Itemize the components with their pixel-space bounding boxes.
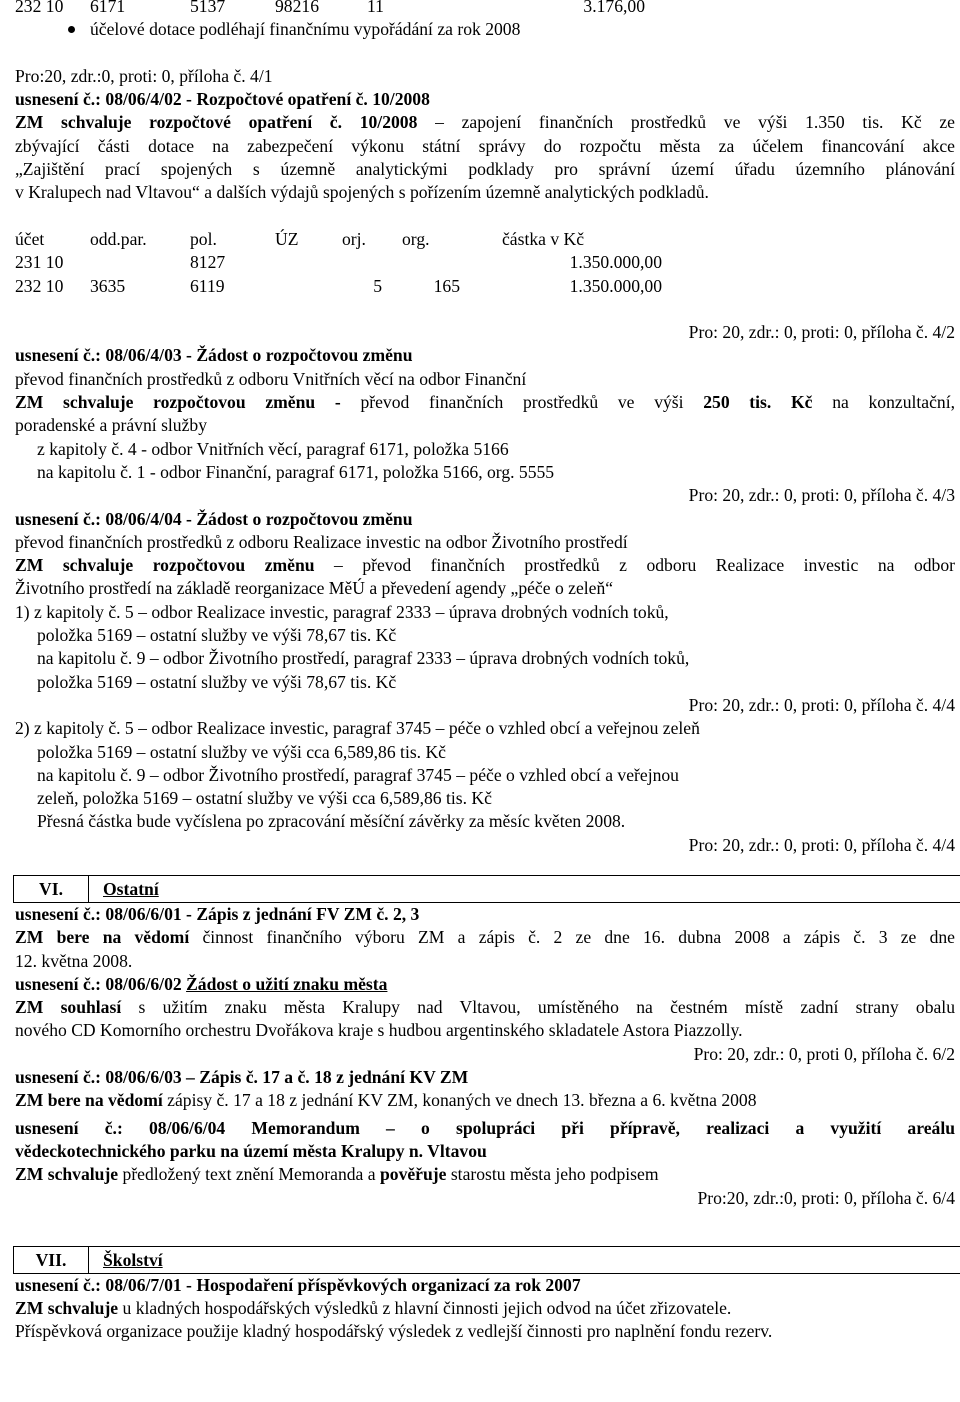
column-header: ÚZ [275, 228, 299, 249]
column-header: pol. [190, 228, 217, 249]
cell: 232 10 [15, 0, 64, 16]
section-header-vi [13, 875, 960, 903]
resolution-text [15, 554, 955, 577]
text: na konzultační, [812, 392, 955, 413]
cell: 5 [373, 275, 382, 296]
heading-number: usnesení č.: 08/06/6/02 [15, 973, 187, 994]
column-header: účet [15, 228, 45, 249]
resolution-text [15, 391, 955, 414]
column-header: org. [402, 228, 430, 249]
section-title: Ostatní [103, 878, 159, 899]
text: předložený text znění Memoranda a [118, 1164, 380, 1185]
resolution-text: 2) z kapitoly č. 5 – odbor Realizace investic, paragraf 3745 – péče o vzhled obcí a veřejnou zeleň [15, 718, 700, 739]
text: u kladných hospodářských výsledků z hlavní činnosti jejich odvod na účet zřizovatele. [118, 1298, 732, 1319]
cell [275, 251, 342, 274]
cell: 98216 [275, 0, 319, 16]
cell: 165 [433, 275, 460, 296]
document-page [15, 0, 955, 1344]
resolution-text: v Kralupech nad Vltavou“ a dalších výdajů spojených s pořízením územně analytických podkladů. [15, 182, 709, 203]
text: činnost finančního výboru ZM a zápis č. 2 ze dne 16. dubna 2008 a zápis č. 3 ze dne [189, 927, 955, 948]
resolution-text: Životního prostředí na základě reorganizace MěÚ a převedení agendy „péče o zeleň“ [15, 578, 614, 599]
resolution-text [15, 926, 955, 949]
text: – převod finančních prostředků z odboru Realizace investic na odbor [314, 555, 955, 576]
bold-lead: ZM schvaluje rozpočtové opatření č. 10/2008 [15, 112, 418, 133]
column-header: částka v Kč [502, 228, 585, 249]
cell [275, 275, 342, 298]
vote-line: Pro: 20, zdr.: 0, proti 0, příloha č. 6/2 [693, 1043, 955, 1064]
section-number: VII. [14, 1247, 89, 1273]
cell: 3.176,00 [583, 0, 645, 16]
bold-lead: ZM schvaluje rozpočtovou změnu [15, 555, 315, 576]
bullet-item [15, 18, 955, 41]
resolution-text: poradenské a právní služby [15, 415, 208, 436]
resolution-text: nového CD Komorního orchestru Dvořákova kraje s hudbou argentinského skladatele Astora Piazzolly. [15, 1020, 743, 1041]
resolution-heading [15, 973, 955, 996]
resolution-text: 1) z kapitoly č. 5 – odbor Realizace investic, paragraf 2333 – úprava drobných vodních toků, [15, 601, 669, 622]
section-title: Školství [103, 1249, 163, 1270]
resolution-heading: usnesení č.: 08/06/6/03 – Zápis č. 17 a č. 18 z jednání KV ZM [15, 1067, 469, 1088]
bold-lead: ZM schvaluje rozpočtovou změnu - [15, 392, 361, 413]
budget-row-top [15, 0, 645, 18]
bullet-text: účelové dotace podléhají finančnímu vypořádání za rok 2008 [90, 19, 521, 40]
resolution-text [15, 111, 955, 134]
cell: 3635 [90, 275, 126, 296]
resolution-heading: usnesení č.: 08/06/6/04 Memorandum – o spolupráci při přípravě, realizaci a využití areálu [15, 1117, 955, 1138]
cell: 231 10 [15, 252, 64, 273]
resolution-text: z kapitoly č. 4 - odbor Vnitřních věcí, paragraf 6171, položka 5166 [37, 438, 509, 459]
bullet-icon [68, 26, 75, 33]
resolution-subheading: převod finančních prostředků z odboru Realizace investic na odbor Životního prostředí [15, 531, 628, 552]
vote-line: Pro:20, zdr.:0, proti: 0, příloha č. 6/4 [697, 1187, 955, 1208]
column-header: odd.par. [90, 228, 147, 249]
resolution-text: zbývající části dotace na zabezpečení výkonu státní správy do rozpočtu města za účelem financování akce [15, 135, 955, 156]
column-header: orj. [342, 228, 366, 249]
cell: 11 [367, 0, 384, 16]
text: zápisy č. 17 a 18 z jednání KV ZM, konaných ve dnech 13. března a 6. května 2008 [162, 1090, 757, 1111]
resolution-text: na kapitolu č. 1 - odbor Finanční, paragraf 6171, položka 5166, org. 5555 [37, 461, 555, 482]
cell: 232 10 [15, 275, 64, 296]
text: – zapojení finančních prostředků ve výši 1.350 tis. Kč ze [417, 112, 955, 133]
resolution-text [15, 1163, 955, 1186]
resolution-heading: usnesení č.: 08/06/4/04 - Žádost o rozpočtovou změnu [15, 508, 413, 529]
table-row [15, 251, 662, 274]
resolution-text: položka 5169 – ostatní služby ve výši 78,67 tis. Kč [37, 671, 397, 692]
resolution-heading: usnesení č.: 08/06/7/01 - Hospodaření příspěvkových organizací za rok 2007 [15, 1274, 581, 1295]
resolution-heading: usnesení č.: 08/06/4/03 - Žádost o rozpočtovou změnu [15, 345, 413, 366]
table-header [15, 228, 662, 251]
section-header-vii [13, 1246, 960, 1274]
cell [342, 251, 402, 274]
cell: 8127 [190, 252, 226, 273]
resolution-heading: usnesení č.: 08/06/4/02 - Rozpočtové opatření č. 10/2008 [15, 89, 430, 110]
heading-title: Žádost o užití znaku města [186, 973, 388, 994]
vote-line: Pro: 20, zdr.: 0, proti: 0, příloha č. 4/3 [688, 485, 955, 506]
text: převod finančních prostředků ve výši [360, 392, 704, 413]
resolution-text: „Zajištění prací spojených s územně analytickými podklady pro správní území úřadu územního plánování [15, 159, 955, 180]
resolution-text: na kapitolu č. 9 – odbor Životního prostředí, paragraf 2333 – úprava drobných vodních toků, [37, 648, 690, 669]
bold-lead: ZM schvaluje [15, 1164, 119, 1185]
resolution-text [15, 1297, 955, 1320]
resolution-text: položka 5169 – ostatní služby ve výši 78,67 tis. Kč [37, 625, 397, 646]
section-number: VI. [14, 876, 89, 902]
table-row [15, 275, 662, 298]
resolution-text: na kapitolu č. 9 – odbor Životního prostředí, paragraf 3745 – péče o vzhled obcí a veřejnou [37, 764, 679, 785]
resolution-text: zeleň, položka 5169 – ostatní služby ve výši cca 6,589,86 tis. Kč [37, 788, 492, 809]
resolution-heading: usnesení č.: 08/06/6/01 - Zápis z jednání FV ZM č. 2, 3 [15, 903, 420, 924]
text: starostu města jeho podpisem [446, 1164, 659, 1185]
bold-lead: ZM bere na vědomí [15, 927, 190, 948]
cell [402, 251, 482, 274]
cell [90, 251, 190, 274]
cell: 1.350.000,00 [569, 252, 662, 273]
bold-lead: ZM souhlasí [15, 997, 122, 1018]
vote-line: Pro: 20, zdr.: 0, proti: 0, příloha č. 4/4 [688, 834, 955, 855]
resolution-text [15, 1089, 955, 1112]
text: s užitím znaku města Kralupy nad Vltavou, umístěného na čestném místě zadní strany obalu [121, 997, 955, 1018]
resolution-heading: vědeckotechnického parku na území města Kralupy n. Vltavou [15, 1140, 487, 1161]
cell: 6171 [90, 0, 126, 16]
bold-word: pověřuje [379, 1164, 447, 1185]
resolution-text: Příspěvková organizace použije kladný hospodářský výsledek z vedlejší činnosti pro naplnění fondu rezerv. [15, 1321, 773, 1342]
budget-table [15, 228, 662, 298]
bold-lead: ZM schvaluje [15, 1298, 119, 1319]
amount: 250 tis. Kč [703, 392, 813, 413]
cell: 1.350.000,00 [569, 275, 662, 296]
vote-line: Pro: 20, zdr.: 0, proti: 0, příloha č. 4/4 [688, 694, 955, 715]
vote-line: Pro:20, zdr.:0, proti: 0, příloha č. 4/1 [15, 65, 273, 86]
resolution-subheading: převod finančních prostředků z odboru Vnitřních věcí na odbor Finanční [15, 368, 527, 389]
cell: 5137 [190, 0, 226, 16]
resolution-text: 12. května 2008. [15, 950, 133, 971]
cell: 6119 [190, 275, 225, 296]
resolution-text [15, 996, 955, 1019]
resolution-text: Přesná částka bude vyčíslena po zpracování měsíční závěrky za měsíc květen 2008. [37, 811, 626, 832]
bold-lead: ZM bere na vědomí [15, 1090, 163, 1111]
vote-line: Pro: 20, zdr.: 0, proti: 0, příloha č. 4/2 [688, 322, 955, 343]
resolution-text: položka 5169 – ostatní služby ve výši cca 6,589,86 tis. Kč [37, 741, 446, 762]
